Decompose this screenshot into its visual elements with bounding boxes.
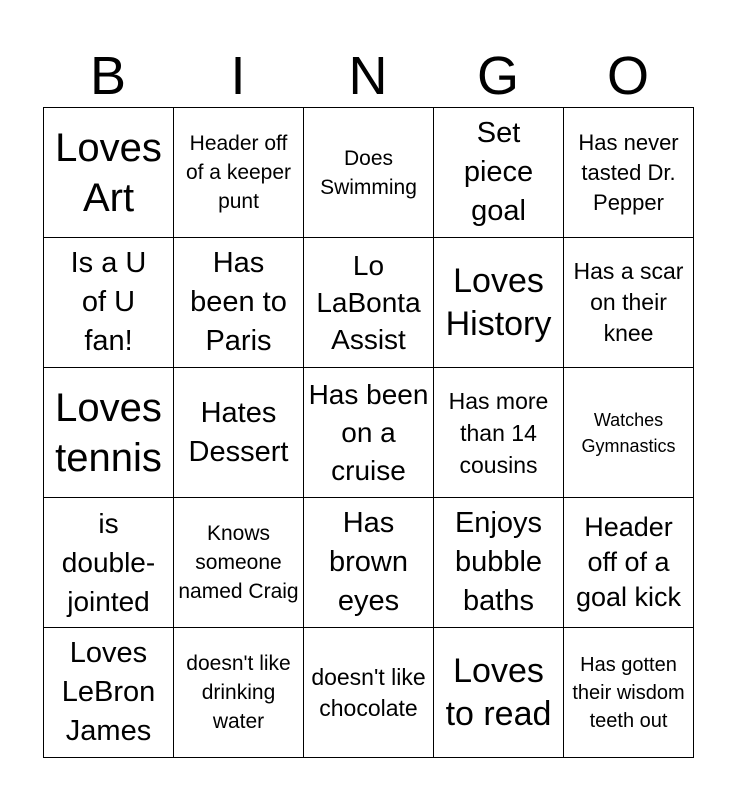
bingo-cell[interactable] (434, 238, 564, 368)
bingo-cell[interactable] (304, 628, 434, 758)
bingo-cell[interactable] (304, 108, 434, 238)
bingo-cell[interactable] (44, 238, 174, 368)
bingo-header (43, 44, 693, 108)
header-letter-n: N (348, 46, 388, 106)
bingo-cell[interactable] (44, 368, 174, 498)
bingo-cell[interactable] (564, 238, 694, 368)
bingo-cell[interactable] (564, 368, 694, 498)
cell-text: Hates Dessert (188, 396, 289, 468)
bingo-cell[interactable] (564, 108, 694, 238)
cell-text: Has never tasted Dr. Pepper (578, 129, 679, 215)
bingo-cell[interactable] (304, 368, 434, 498)
cell-text: doesn't like drinking water (186, 652, 291, 733)
cell-text: Has brown eyes (329, 507, 408, 617)
cell-text: Loves LeBron James (61, 637, 156, 747)
cell-text: Is a U of U fan! (70, 247, 147, 357)
cell-text: Has gotten their wisdom teeth out (572, 653, 685, 732)
bingo-cell[interactable] (44, 628, 174, 758)
bingo-cell[interactable] (304, 238, 434, 368)
bingo-cell[interactable] (174, 368, 304, 498)
bingo-cell[interactable] (434, 628, 564, 758)
cell-text: Header off of a goal kick (575, 512, 682, 612)
bingo-cell[interactable] (44, 108, 174, 238)
header-letter-b: B (89, 46, 127, 106)
header-letter-o: O (606, 46, 649, 106)
cell-text: Knows someone named Craig (178, 522, 299, 603)
bingo-cell[interactable] (434, 498, 564, 628)
cell-text: Does Swimming (320, 146, 417, 199)
bingo-cell[interactable] (174, 498, 304, 628)
cell-text: Header off of a keeper punt (185, 132, 292, 213)
cell-text: is double-jointed (61, 508, 156, 617)
bingo-cell[interactable] (434, 368, 564, 498)
bingo-cell[interactable] (564, 498, 694, 628)
cell-text: Has been to Paris (190, 247, 287, 357)
cell-text: Has a scar on their knee (573, 258, 684, 346)
bingo-cell[interactable] (564, 628, 694, 758)
cell-text: Loves tennis (55, 385, 162, 480)
header-letter-g: G (476, 46, 519, 106)
bingo-card-grid (43, 107, 694, 758)
cell-text: Loves History (445, 261, 552, 343)
cell-text: Set piece goal (463, 117, 534, 227)
bingo-cell[interactable] (174, 108, 304, 238)
bingo-cell[interactable] (304, 498, 434, 628)
cell-text: Loves to read (445, 651, 552, 733)
cell-text: Has more than 14 cousins (448, 387, 549, 478)
cell-text: Lo LaBonta Assist (316, 250, 421, 355)
cell-text: Watches Gymnastics (581, 409, 676, 456)
bingo-cell[interactable] (174, 628, 304, 758)
bingo-cell[interactable] (44, 498, 174, 628)
cell-text: Enjoys bubble baths (454, 507, 543, 617)
header-letter-i: I (230, 46, 246, 106)
cell-text: Loves Art (55, 125, 162, 220)
bingo-cell[interactable] (434, 108, 564, 238)
bingo-cell[interactable] (174, 238, 304, 368)
cell-text: doesn't like chocolate (311, 663, 426, 721)
cell-text: Has been on a cruise (308, 378, 429, 486)
